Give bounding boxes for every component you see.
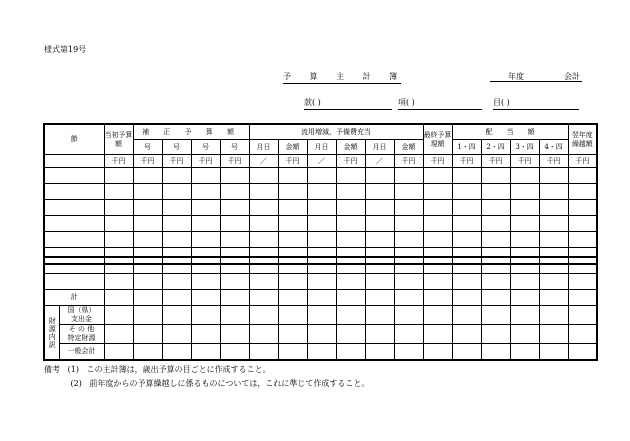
cell xyxy=(452,257,481,274)
cell xyxy=(44,216,104,232)
cell xyxy=(365,344,394,361)
cell xyxy=(510,200,539,216)
cell xyxy=(394,216,423,232)
cell xyxy=(191,200,220,216)
cell xyxy=(568,274,597,290)
notes-label: 備考 xyxy=(44,365,60,374)
cell xyxy=(539,184,568,200)
cell xyxy=(220,306,249,325)
cell xyxy=(104,257,133,274)
sub-month-day: 月日 xyxy=(249,140,278,155)
cell xyxy=(220,168,249,184)
cell xyxy=(423,257,452,274)
cell xyxy=(394,325,423,344)
sub-month-day: 月日 xyxy=(307,140,336,155)
cell xyxy=(133,290,162,306)
sub-amount: 金額 xyxy=(278,140,307,155)
source-other-row xyxy=(44,325,597,344)
cell xyxy=(423,168,452,184)
cell xyxy=(452,274,481,290)
cell xyxy=(133,232,162,248)
src-other: そ の 他 xyxy=(68,325,95,333)
cell xyxy=(133,274,162,290)
col-carryover: 翌年度繰越額 xyxy=(568,124,597,155)
cell xyxy=(394,184,423,200)
unit-cell: 千円 xyxy=(104,155,133,168)
cell xyxy=(104,274,133,290)
cell xyxy=(510,168,539,184)
cell xyxy=(104,184,133,200)
cell xyxy=(278,306,307,325)
cell xyxy=(191,306,220,325)
cell xyxy=(278,325,307,344)
unit-cell: 千円 xyxy=(278,155,307,168)
sub-q1: 1・四 xyxy=(452,140,481,155)
form-number: 様式第19号 xyxy=(44,45,87,54)
cell xyxy=(307,168,336,184)
cell xyxy=(539,168,568,184)
cell xyxy=(452,290,481,306)
cell xyxy=(481,257,510,274)
col-supplementary: 補 正 予 算 額 xyxy=(133,124,249,140)
cell xyxy=(104,200,133,216)
table-row xyxy=(44,168,597,184)
unit-cell: 千円 xyxy=(162,155,191,168)
cell xyxy=(568,306,597,325)
cell xyxy=(452,344,481,361)
cell xyxy=(191,344,220,361)
cell xyxy=(452,306,481,325)
cell xyxy=(336,274,365,290)
cell xyxy=(191,168,220,184)
cell xyxy=(336,168,365,184)
sub-go: 号 xyxy=(191,140,220,155)
cell xyxy=(104,344,133,361)
table-row xyxy=(44,257,597,274)
cell xyxy=(133,344,162,361)
cell xyxy=(336,216,365,232)
cell xyxy=(133,216,162,232)
col-transfer: 流用増減，予備費充当 xyxy=(249,124,423,140)
cell xyxy=(104,290,133,306)
cell xyxy=(510,344,539,361)
cell xyxy=(162,216,191,232)
src-national-2: 支出金 xyxy=(71,315,92,323)
cell xyxy=(452,232,481,248)
cell xyxy=(249,200,278,216)
cell xyxy=(452,168,481,184)
cell xyxy=(307,306,336,325)
sub-amount: 金額 xyxy=(394,140,423,155)
cell xyxy=(394,257,423,274)
table-row xyxy=(44,232,597,248)
cell xyxy=(365,216,394,232)
cell xyxy=(510,232,539,248)
cell xyxy=(539,274,568,290)
cell xyxy=(249,257,278,274)
cell xyxy=(481,168,510,184)
unit-cell: 千円 xyxy=(220,155,249,168)
cell xyxy=(365,168,394,184)
cell xyxy=(249,344,278,361)
source-national-label xyxy=(59,306,104,325)
cell xyxy=(481,274,510,290)
unit-cell: 千円 xyxy=(133,155,162,168)
table-row xyxy=(44,216,597,232)
cell xyxy=(307,344,336,361)
unit-cell: 千円 xyxy=(510,155,539,168)
cell xyxy=(44,274,104,290)
cell xyxy=(133,184,162,200)
total-label: 計 xyxy=(44,290,104,306)
year-account-line xyxy=(490,71,582,82)
unit-cell: 千円 xyxy=(336,155,365,168)
cell xyxy=(568,290,597,306)
cell xyxy=(44,168,104,184)
cell xyxy=(539,200,568,216)
cell xyxy=(394,306,423,325)
cell xyxy=(481,344,510,361)
cell xyxy=(539,344,568,361)
ledger-table-top xyxy=(43,123,598,265)
cell xyxy=(394,290,423,306)
cell xyxy=(44,184,104,200)
cell xyxy=(423,184,452,200)
cell xyxy=(481,290,510,306)
cell xyxy=(133,306,162,325)
cell xyxy=(307,325,336,344)
cell xyxy=(510,257,539,274)
cell xyxy=(44,232,104,248)
cell xyxy=(278,274,307,290)
cell xyxy=(278,216,307,232)
cell xyxy=(481,184,510,200)
cell xyxy=(510,325,539,344)
col-final-budget: 最終予算現額 xyxy=(423,124,452,155)
year-label: 年度 xyxy=(508,72,524,81)
cell xyxy=(249,168,278,184)
cell xyxy=(44,200,104,216)
cell xyxy=(510,274,539,290)
cell xyxy=(365,306,394,325)
cell xyxy=(191,274,220,290)
cell xyxy=(365,200,394,216)
table-row xyxy=(44,274,597,290)
note-1-text: この主計簿は，歳出予算の目ごとに作成すること。 xyxy=(86,365,271,374)
cell xyxy=(307,200,336,216)
cell xyxy=(133,257,162,274)
unit-cell: 千円 xyxy=(423,155,452,168)
cell xyxy=(249,325,278,344)
cell xyxy=(423,306,452,325)
cell xyxy=(452,200,481,216)
cell xyxy=(365,274,394,290)
cell xyxy=(307,232,336,248)
cell xyxy=(423,325,452,344)
cell xyxy=(336,200,365,216)
sub-month-day: 月日 xyxy=(365,140,394,155)
source-general-row xyxy=(44,344,597,361)
cell xyxy=(104,216,133,232)
cell xyxy=(423,216,452,232)
cell xyxy=(365,325,394,344)
cell xyxy=(191,184,220,200)
cell xyxy=(249,232,278,248)
cell xyxy=(220,325,249,344)
cell xyxy=(423,232,452,248)
cell xyxy=(336,306,365,325)
cell xyxy=(104,232,133,248)
cell xyxy=(568,257,597,274)
cell xyxy=(162,184,191,200)
cell xyxy=(568,184,597,200)
cell xyxy=(510,306,539,325)
ledger-table-bottom xyxy=(43,256,598,361)
cell xyxy=(539,232,568,248)
slash-cell: ／ xyxy=(307,155,336,168)
cell xyxy=(104,325,133,344)
cell xyxy=(394,200,423,216)
cell xyxy=(394,232,423,248)
bottom-body xyxy=(44,257,597,360)
cell xyxy=(336,344,365,361)
note-2-text: 前年度からの予算繰越しに係るものについては，これに準じて作成すること。 xyxy=(89,379,370,388)
cell xyxy=(191,325,220,344)
sub-go: 号 xyxy=(133,140,162,155)
unit-cell: 千円 xyxy=(452,155,481,168)
unit-cell: 千円 xyxy=(394,155,423,168)
cell xyxy=(278,200,307,216)
cell xyxy=(133,168,162,184)
cell xyxy=(510,290,539,306)
total-row xyxy=(44,290,597,306)
cell xyxy=(336,257,365,274)
slash-cell: ／ xyxy=(365,155,394,168)
cell xyxy=(452,325,481,344)
cell xyxy=(568,216,597,232)
cell xyxy=(191,232,220,248)
cell xyxy=(44,257,104,274)
note-1-number: (1) xyxy=(67,365,79,374)
sub-q2: 2・四 xyxy=(481,140,510,155)
cell xyxy=(220,257,249,274)
cell xyxy=(539,216,568,232)
cell xyxy=(539,325,568,344)
cell xyxy=(394,168,423,184)
unit-cell: 千円 xyxy=(568,155,597,168)
cell xyxy=(191,216,220,232)
cell xyxy=(220,232,249,248)
cell xyxy=(278,168,307,184)
sub-q4: 4・四 xyxy=(539,140,568,155)
unit-cell xyxy=(44,155,104,168)
sub-go: 号 xyxy=(162,140,191,155)
cell xyxy=(423,200,452,216)
cell xyxy=(568,325,597,344)
cell xyxy=(510,184,539,200)
cell xyxy=(133,325,162,344)
note-1 xyxy=(44,364,271,375)
cell xyxy=(307,216,336,232)
cell xyxy=(278,257,307,274)
cell xyxy=(278,184,307,200)
sub-q3: 3・四 xyxy=(510,140,539,155)
account-label: 会計 xyxy=(564,72,580,81)
cell xyxy=(162,232,191,248)
cell xyxy=(307,274,336,290)
cell xyxy=(539,306,568,325)
cell xyxy=(539,257,568,274)
cell xyxy=(162,344,191,361)
cell xyxy=(568,344,597,361)
classification-kan: 款( ) xyxy=(304,97,392,110)
table-row xyxy=(44,184,597,200)
cell xyxy=(162,274,191,290)
cell xyxy=(336,325,365,344)
cell xyxy=(307,184,336,200)
cell xyxy=(278,290,307,306)
cell xyxy=(336,184,365,200)
cell xyxy=(365,232,394,248)
cell xyxy=(423,274,452,290)
cell xyxy=(133,200,162,216)
cell xyxy=(336,290,365,306)
cell xyxy=(191,290,220,306)
cell xyxy=(394,344,423,361)
cell xyxy=(307,290,336,306)
unit-cell: 千円 xyxy=(481,155,510,168)
note-2 xyxy=(44,378,369,389)
src-national: 国（県） xyxy=(67,306,96,314)
classification-moku: 目( ) xyxy=(493,97,579,110)
cell xyxy=(220,184,249,200)
table-row xyxy=(44,200,597,216)
cell xyxy=(568,200,597,216)
cell xyxy=(249,184,278,200)
cell xyxy=(220,274,249,290)
source-other-label xyxy=(59,325,104,344)
cell xyxy=(336,232,365,248)
cell xyxy=(220,200,249,216)
cell xyxy=(249,216,278,232)
cell xyxy=(394,274,423,290)
cell xyxy=(481,200,510,216)
unit-cell: 千円 xyxy=(191,155,220,168)
cell xyxy=(162,325,191,344)
cell xyxy=(104,168,133,184)
source-breakdown-label: 財源内訳 xyxy=(44,306,59,361)
cell xyxy=(510,216,539,232)
ledger-title: 予 算 主 計 簿 xyxy=(283,71,401,84)
cell xyxy=(249,290,278,306)
sub-go: 号 xyxy=(220,140,249,155)
cell xyxy=(365,290,394,306)
cell xyxy=(539,290,568,306)
cell xyxy=(452,184,481,200)
unit-cell: 千円 xyxy=(539,155,568,168)
cell xyxy=(481,216,510,232)
col-initial-budget: 当初予算額 xyxy=(104,124,133,155)
cell xyxy=(278,232,307,248)
col-setsu: 節 xyxy=(44,124,104,155)
cell xyxy=(191,257,220,274)
cell xyxy=(452,216,481,232)
cell xyxy=(423,290,452,306)
cell xyxy=(481,325,510,344)
classification-kou: 項( ) xyxy=(398,97,482,110)
source-national-row xyxy=(44,306,597,325)
cell xyxy=(162,257,191,274)
col-allocation: 配 当 額 xyxy=(452,124,568,140)
cell xyxy=(249,306,278,325)
cell xyxy=(481,306,510,325)
cell xyxy=(104,306,133,325)
source-general-label: 一般会計 xyxy=(59,344,104,361)
cell xyxy=(162,306,191,325)
cell xyxy=(220,216,249,232)
cell xyxy=(162,200,191,216)
cell xyxy=(307,257,336,274)
cell xyxy=(423,344,452,361)
top-body xyxy=(44,168,597,265)
cell xyxy=(249,274,278,290)
slash-cell: ／ xyxy=(249,155,278,168)
cell xyxy=(365,257,394,274)
cell xyxy=(568,168,597,184)
cell xyxy=(162,168,191,184)
cell xyxy=(568,232,597,248)
cell xyxy=(481,232,510,248)
cell xyxy=(278,344,307,361)
sub-amount: 金額 xyxy=(336,140,365,155)
cell xyxy=(220,344,249,361)
cell xyxy=(162,290,191,306)
src-other-2: 特定財源 xyxy=(67,334,96,342)
cell xyxy=(365,184,394,200)
note-2-number: (2) xyxy=(70,379,82,388)
cell xyxy=(220,290,249,306)
